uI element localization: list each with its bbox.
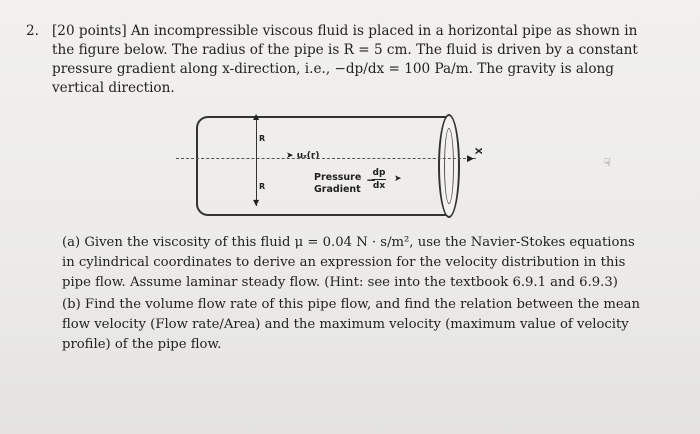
part-a-line-1: (a) Given the viscosity of this fluid μ = 0.04 N · s/m², use the Navier-Stokes equations [62, 235, 635, 250]
pressure-label-line-1: Pressure [314, 172, 362, 183]
radius-label-bottom: R [259, 182, 266, 191]
x-axis-label: X [472, 147, 483, 155]
pipe-end-inner-ellipse [444, 128, 454, 204]
minus-sign: − [366, 173, 377, 187]
axis-arrow-icon: ▶ [467, 154, 474, 164]
problem-parts [62, 233, 652, 355]
part-b-line-3: profile) of the pipe flow. [62, 337, 222, 352]
radius-label-top: R [259, 134, 266, 143]
part-a-line-2: in cylindrical coordinates to derive an expression for the velocity distribution in this [62, 255, 626, 270]
problem-line-3: pressure gradient along x-direction, i.e., −dp/dx = 100 Pa/m. The gravity is along [52, 61, 614, 77]
problem-number: 2. [26, 23, 39, 39]
dp-numerator: dp [372, 168, 386, 178]
velocity-text: uₓ(r) [296, 151, 320, 161]
dx-denominator: dx [372, 181, 386, 191]
pipe-figure [176, 110, 506, 214]
part-a-line-3: pipe flow. Assume laminar steady flow. (Hint: see into the textbook 6.9.1 and 6.9.3) [62, 275, 618, 290]
velocity-label [286, 151, 319, 161]
part-b [62, 295, 652, 355]
radius-line [256, 118, 257, 206]
problem-line-2: the figure below. The radius of the pipe is R = 5 cm. The fluid is driven by a constant [52, 42, 638, 58]
fraction-bar [372, 179, 386, 180]
pressure-gradient-label [314, 172, 361, 196]
centerline-axis [176, 158, 476, 159]
pressure-label-line-2: Gradient [314, 184, 361, 195]
velocity-arrow-icon: ➤ [286, 151, 294, 161]
part-a [62, 233, 652, 293]
pipe-end-ellipse [438, 114, 460, 218]
part-b-line-2: flow velocity (Flow rate/Area) and the maximum velocity (maximum value of velocity [62, 317, 629, 332]
radius-arrow-down-icon: ▼ [253, 198, 260, 207]
mouse-cursor-icon: ☟ [604, 156, 611, 169]
pipe-body [196, 116, 446, 216]
problem-line-4: vertical direction. [52, 80, 175, 96]
problem-line-1: [20 points] An incompressible viscous fluid is placed in a horizontal pipe as shown in [52, 23, 638, 39]
radius-arrow-up-icon: ▲ [253, 112, 260, 121]
part-b-line-1: (b) Find the volume flow rate of this pipe flow, and find the relation between the mean [62, 297, 641, 312]
gradient-arrow-icon: ➤ [394, 174, 402, 184]
problem-statement [26, 22, 666, 98]
dpdx-fraction [372, 168, 386, 191]
